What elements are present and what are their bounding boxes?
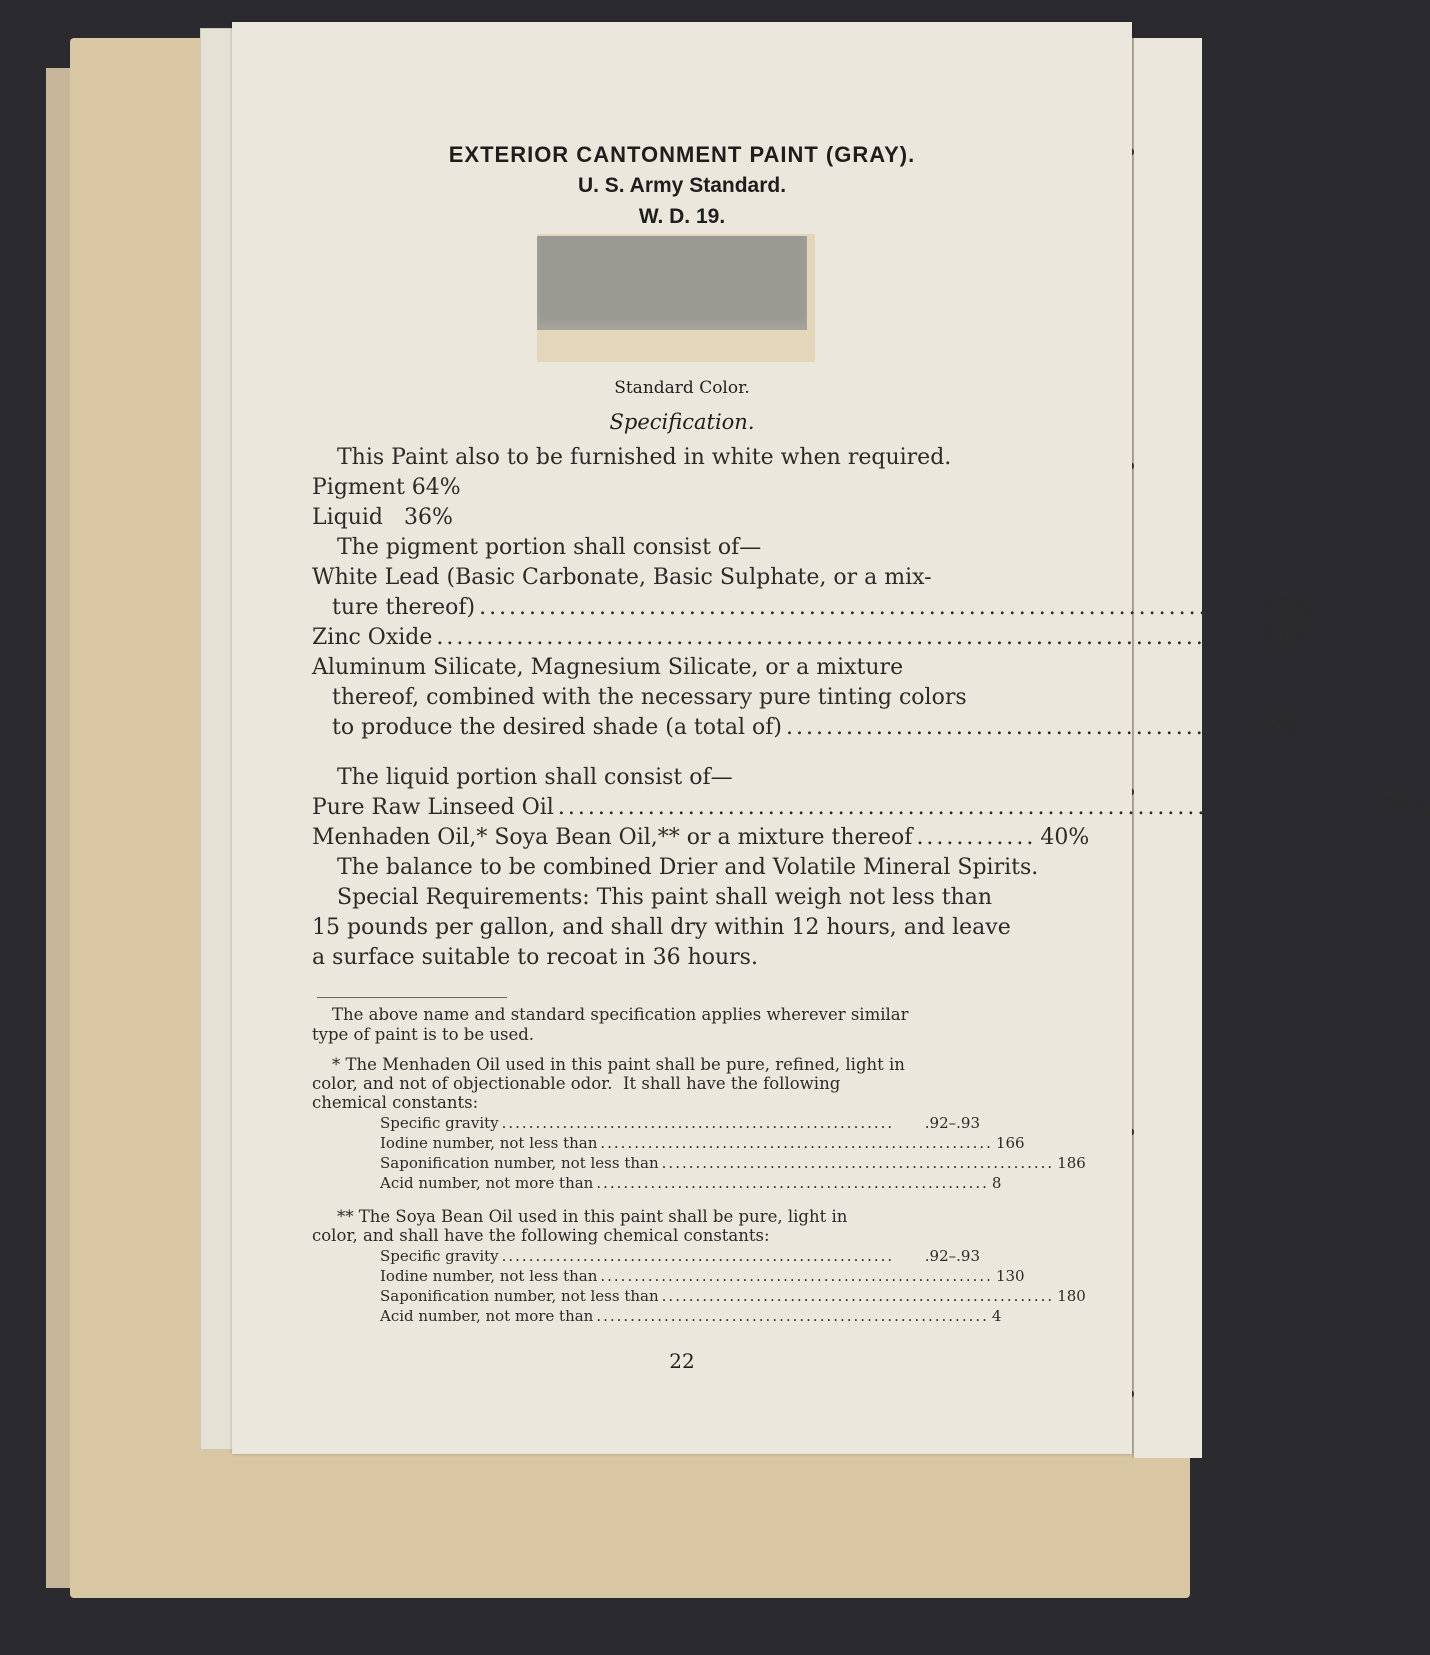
document-page: [232, 22, 1430, 1454]
white-lead-label: ture thereof): [332, 595, 476, 620]
balance-text: The balance to be combined Drier and Volatile Mineral Spirits.: [337, 855, 1039, 880]
footnote-divider: [317, 997, 507, 998]
linseed-value: 20%: [1381, 795, 1430, 820]
intro-text: This Paint also to be furnished in white when required.: [337, 445, 952, 470]
soya-constant-row: [380, 1307, 1002, 1325]
page-subtitle: U. S. Army Standard.: [577, 174, 787, 197]
constant-value: .92–.93: [924, 1247, 980, 1265]
liquid-percent: Liquid 36%: [312, 505, 453, 530]
footnote-text: color, and not of objectionable odor. It shall have the following: [312, 1074, 841, 1093]
linseed-row: [312, 795, 1430, 820]
special-requirements: Special Requirements: This paint shall weigh not less than: [337, 885, 993, 910]
leader-dots: ..........................................................: [596, 1174, 989, 1192]
aluminum-label: to produce the desired shade (a total of): [332, 715, 782, 740]
liquid-heading: The liquid portion shall consist of—: [337, 765, 733, 790]
leader-dots: ..........................................................: [600, 1267, 993, 1285]
constant-value: 186: [1057, 1154, 1086, 1172]
leader-dots: ..................................................................................: [436, 625, 1256, 650]
leader-dots: ..........................................................: [661, 1154, 1055, 1172]
special-requirements: a surface suitable to recoat in 36 hours.: [312, 945, 758, 970]
constant-label: Acid number, not more than: [380, 1307, 594, 1325]
footnote-text: chemical constants:: [312, 1093, 479, 1112]
constant-value: 8: [991, 1174, 1002, 1192]
constant-value: 166: [995, 1134, 1025, 1152]
footnote-text: ** The Soya Bean Oil used in this paint shall be pure, light in: [337, 1207, 848, 1226]
swatch-label: Standard Color.: [614, 378, 750, 398]
leader-dots: ..................................................................................: [557, 795, 1378, 820]
special-requirements: 15 pounds per gallon, and shall dry within 12 hours, and leave: [312, 915, 1011, 940]
aluminum-value: 25%: [1249, 715, 1299, 740]
menhaden-value: 40%: [1040, 825, 1090, 850]
zinc-row: [312, 625, 1309, 650]
leader-dots: ............: [916, 825, 1037, 850]
zinc-value: 33%: [1259, 625, 1309, 650]
leader-dots: ..............................................: [785, 715, 1246, 740]
aluminum-line: thereof, combined with the necessary pure tinting colors: [332, 685, 967, 710]
constant-value: .92–.93: [924, 1114, 980, 1132]
footnote-text: * The Menhaden Oil used in this paint shall be pure, refined, light in: [332, 1055, 905, 1074]
constant-label: Saponification number, not less than: [380, 1287, 659, 1305]
pigment-heading: The pigment portion shall consist of—: [337, 535, 762, 560]
constant-label: Saponification number, not less than: [380, 1154, 659, 1172]
leader-dots: ..........................................................: [596, 1307, 989, 1325]
white-lead-line: White Lead (Basic Carbonate, Basic Sulphate, or a mix-: [312, 565, 932, 590]
aluminum-row: [332, 715, 1299, 740]
constant-label: Specific gravity: [380, 1114, 499, 1132]
menhaden-constant-row: [380, 1154, 1086, 1172]
soya-constant-row: [380, 1287, 1086, 1305]
standard-code: W. D. 19.: [638, 205, 726, 228]
color-swatch: [537, 236, 807, 330]
constant-label: Iodine number, not less than: [380, 1134, 598, 1152]
aluminum-line: Aluminum Silicate, Magnesium Silicate, or a mixture: [312, 655, 904, 680]
soya-constant-row: [380, 1247, 980, 1265]
constant-value: 4: [991, 1307, 1002, 1325]
leader-dots: ..............................................................................: [479, 595, 1259, 620]
menhaden-row: [312, 825, 1090, 850]
footnote-text: type of paint is to be used.: [312, 1025, 535, 1044]
leader-dots: ..........................................................: [661, 1287, 1055, 1305]
leader-dots: ..........................................................: [501, 1114, 895, 1132]
footnote-text: The above name and standard specification applies wherever similar: [332, 1005, 909, 1024]
page-title: EXTERIOR CANTONMENT PAINT (GRAY).: [448, 142, 916, 167]
constant-label: Iodine number, not less than: [380, 1267, 598, 1285]
page-number: 22: [669, 1349, 695, 1373]
white-lead-value: 42%: [1262, 595, 1312, 620]
soya-constant-row: [380, 1267, 1025, 1285]
menhaden-label: Menhaden Oil,* Soya Bean Oil,** or a mixture thereof: [312, 825, 913, 850]
constant-label: Specific gravity: [380, 1247, 499, 1265]
spec-heading: Specification.: [609, 410, 755, 434]
leader-dots: ..........................................................: [501, 1247, 895, 1265]
menhaden-constant-row: [380, 1114, 980, 1132]
menhaden-constant-row: [380, 1134, 1025, 1152]
constant-label: Acid number, not more than: [380, 1174, 594, 1192]
zinc-label: Zinc Oxide: [312, 625, 433, 650]
constant-value: 180: [1057, 1287, 1086, 1305]
leader-dots: ..........................................................: [600, 1134, 993, 1152]
white-lead-row: [332, 595, 1312, 620]
linseed-label: Pure Raw Linseed Oil: [312, 795, 554, 820]
facing-page-edge: [1132, 38, 1202, 1458]
constant-value: 130: [995, 1267, 1025, 1285]
footnote-text: color, and shall have the following chemical constants:: [312, 1226, 770, 1245]
pigment-percent: Pigment 64%: [312, 475, 461, 500]
menhaden-constant-row: [380, 1174, 1002, 1192]
